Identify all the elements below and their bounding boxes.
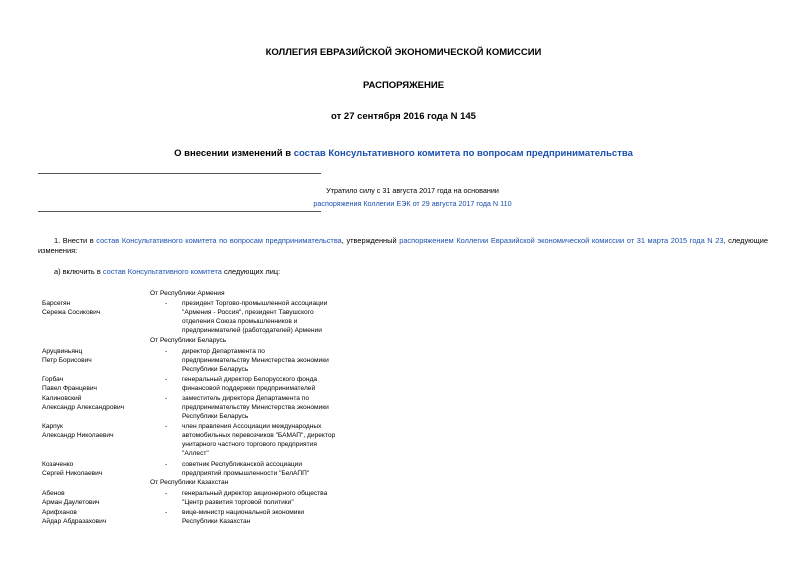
member-name (42, 508, 162, 526)
given-name: Сережа Сосикович (42, 309, 101, 316)
member-position (182, 347, 342, 374)
position-line: советник Республиканской ассоциации (182, 461, 303, 468)
given-name: Арман Даулетович (42, 499, 100, 506)
dash: - (165, 461, 168, 468)
para1-link-2[interactable]: распоряжением Коллегии Евразийской экономической комиссии от 31 марта 2015 года N 23 (399, 236, 724, 245)
para1-text-1: 1. Внести в (54, 236, 97, 245)
surname: Козаченко (42, 461, 74, 468)
position-line: Республики Беларусь (182, 366, 249, 373)
surname: Барсегян (42, 300, 71, 307)
position-line: директор Департамента по (182, 348, 265, 355)
dash: - (165, 395, 168, 402)
top-divider (38, 173, 321, 174)
para2-text-2: следующих лиц: (221, 267, 281, 276)
paragraph-2 (54, 267, 280, 276)
member-position (182, 375, 342, 393)
member-name (42, 422, 162, 440)
member-name (42, 394, 162, 412)
dash: - (165, 423, 168, 430)
position-line: предпринимательству Министерства экономики (182, 404, 329, 411)
member-name (42, 460, 162, 478)
position-line: генеральный директор акционерного общества (182, 490, 328, 497)
para1-text-3: , следующие изменения: (38, 236, 769, 255)
title-prefix: О внесении изменений в (174, 148, 294, 159)
doc-type-heading: РАСПОРЯЖЕНИЕ (362, 80, 445, 91)
member-position (182, 508, 342, 526)
dash: - (165, 348, 168, 355)
title-link[interactable]: состав Консультативного комитета по вопросам предпринимательства (293, 148, 633, 159)
position-line: вице-министр национальной экономики (182, 509, 305, 516)
para2-text-1: а) включить в (54, 267, 103, 276)
surname: Арифханов (42, 509, 77, 516)
position-line: Республики Казахстан (182, 518, 251, 525)
member-name (42, 489, 162, 507)
repeal-note-link[interactable]: распоряжения Коллегии ЕЭК от 29 августа 2017 года N 110 (313, 199, 512, 208)
position-line: финансовой поддержки предпринимателей (182, 385, 316, 392)
position-line: президент Торгово-промышленной ассоциации (182, 300, 328, 307)
bottom-divider (38, 211, 321, 212)
surname: Аруцвиньянц (42, 348, 83, 355)
member-position (182, 422, 342, 458)
member-position (182, 460, 342, 478)
org-heading: КОЛЛЕГИЯ ЕВРАЗИЙСКОЙ ЭКОНОМИЧЕСКОЙ КОМИССИИ (265, 47, 542, 58)
section-belarus: От Республики Беларусь (150, 337, 227, 344)
repeal-note-text: Утратило силу с 31 августа 2017 года на основании (326, 186, 499, 195)
para2-link[interactable]: состав Консультативного комитета (102, 267, 222, 276)
given-name: Александр Александрович (42, 404, 125, 411)
member-name (42, 375, 162, 393)
position-line: унитарного частного торгового предприятия (182, 441, 317, 448)
position-line: "Центр развития торговой политики" (182, 499, 294, 506)
para1-link-1[interactable]: состав Консультативного комитета по вопросам предпринимательства (96, 236, 342, 245)
member-position (182, 489, 342, 507)
surname: Калиновский (42, 395, 82, 402)
member-name (42, 299, 162, 317)
surname: Абенов (42, 490, 65, 497)
section-armenia: От Республики Армения (150, 290, 225, 297)
surname: Карпук (42, 423, 63, 430)
position-line: заместитель директора Департамента по (182, 395, 310, 402)
member-name (42, 347, 162, 365)
given-name: Сергей Николаевич (42, 470, 103, 477)
given-name: Айдар Абдразахович (42, 518, 107, 525)
given-name: Александр Николаевич (42, 432, 114, 439)
section-kazakhstan: От Республики Казахстан (150, 479, 229, 486)
paragraph-1 (38, 236, 768, 256)
surname: Горбач (42, 376, 64, 383)
dash: - (165, 300, 168, 307)
position-line: "Армения - Россия", президент Тавушского (182, 309, 314, 316)
position-line: "Аллест" (182, 450, 209, 457)
position-line: Республики Беларусь (182, 413, 249, 420)
dash: - (165, 490, 168, 497)
position-line: автомобильных перевозчиков "БАМАП", директор (182, 432, 336, 439)
document-title (0, 148, 807, 159)
date-number: от 27 сентября 2016 года N 145 (331, 111, 476, 122)
position-line: член правления Ассоциации международных (182, 423, 322, 430)
member-position (182, 299, 342, 335)
given-name: Павел Францевич (42, 385, 97, 392)
given-name: Петр Борисович (42, 357, 92, 364)
repeal-note (250, 184, 575, 210)
position-line: предпринимателей (работодателей) Армении (182, 327, 322, 334)
para1-text-2: , утвержденный (341, 236, 400, 245)
position-line: генеральный директор Белорусского фонда (182, 376, 318, 383)
dash: - (165, 509, 168, 516)
position-line: предпринимательству Министерства экономики (182, 357, 329, 364)
position-line: отделения Союза промышленников и (182, 318, 298, 325)
dash: - (165, 376, 168, 383)
position-line: предприятий промышленности "БелАПП" (182, 470, 310, 477)
member-position (182, 394, 342, 421)
